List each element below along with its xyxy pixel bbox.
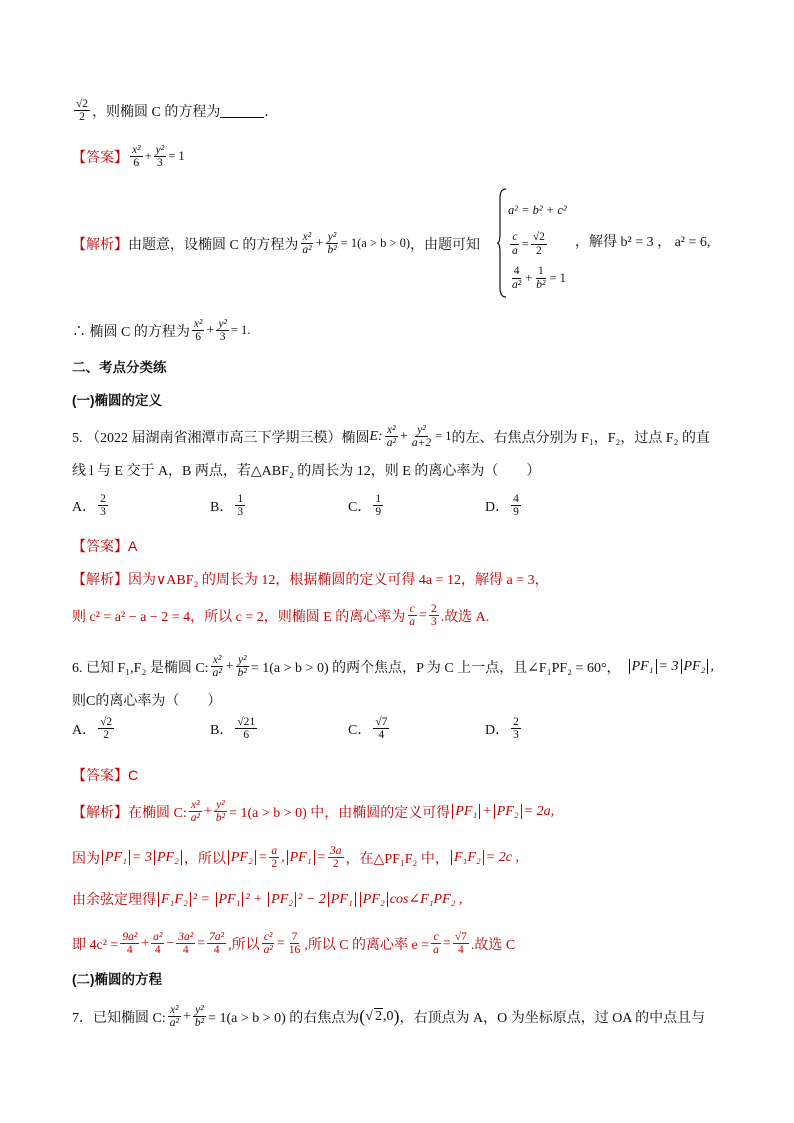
analysis-line-4: 即 4c² = $\frac{\text{9a²}}{4}$ + $\frac{\text{a²}}{4}$ − $\frac{\text{3a²}}{4}$ = $\frac{\text{7a²}}{4}$ ,所以 $\frac{\text{c²}}{\text{a²}}$ = $\frac{7}{16}$ ,所以 C 的离心率 e = $\frac{c}{a}$ = $\frac{√7}{4}$ .故选 C: [72, 931, 516, 957]
answer-line: 【答案】 A: [72, 538, 138, 554]
answer-label: 【答案】: [72, 148, 128, 165]
analysis-line-2: 因为 PF₁ = 3 PF₂ ，所以 PF₂ = $\frac{a}{2}$ , PF₁ = $\frac{3a}{2}$ ，在△PF₁F₂ 中， F₁F₂ = 2c ,: [72, 845, 519, 871]
subsection-title: (一)椭圆的定义: [72, 393, 162, 408]
option-d[interactable]: D． $\frac{4}{9}$: [485, 493, 519, 519]
analysis-line-2: 则 c² = a² − a − 2 = 4，所以 c = 2，则椭圆 E 的离心率为 $\frac{c}{a}$ = $\frac{2}{3}$ .故选 A.: [72, 603, 490, 629]
option-c[interactable]: C． $\frac{√7}{4}$: [348, 716, 388, 742]
option-c[interactable]: C． $\frac{1}{9}$: [348, 493, 382, 519]
answer-line: 【答案】 C: [72, 767, 139, 783]
question-text: ，则椭圆 C 的方程为: [92, 104, 221, 120]
option-d[interactable]: D． $\frac{2}{3}$: [485, 716, 519, 742]
answer-line: 【答案】 $\frac{\text{x²}}{6}$ + $\frac{\text{y²}}{3}$ = 1: [72, 144, 185, 170]
option-b[interactable]: B． $\frac{1}{3}$: [210, 493, 244, 519]
answer-value: A: [128, 538, 138, 554]
analysis-label: 【解析】: [72, 235, 128, 252]
analysis-line-3: 由余弦定理得 F₁F₂ ² = PF₁ ² + PF₂ ² − 2 PF₁ PF₂ cos∠F₁PF₂ ,: [72, 891, 463, 908]
question5-stem-2: 线 l 与 E 交于 A，B 两点，若△ABF₂ 的周长为 12，则 E 的离心率为（ ）: [72, 464, 541, 479]
brace-icon: [497, 188, 507, 298]
analysis-line: 【解析】 由题意，设椭圆 C 的方程为 $\frac{\text{x²}}{\text{a²}}$ + $\frac{\text{y²}}{\text{b²}}$ = 1(a > b > 0) ，由题可知: [72, 231, 481, 257]
question6-stem: 6. 已知 F₁,F₂ 是椭圆 C: $\frac{\text{x²}}{\text{a²}}$ + $\frac{\text{y²}}{\text{b²}}$ = 1(a > b > 0) 的两个焦点，P 为 C 上一点，且∠F₁PF₂ = 60°， PF₁ = 3 PF₂ ,: [72, 654, 714, 680]
answer-blank[interactable]: [220, 103, 264, 118]
option-a[interactable]: A． $\frac{√2}{2}$: [72, 716, 113, 742]
option-b[interactable]: B． $\frac{√21}{6}$: [210, 716, 256, 742]
section-title: 二、考点分类练: [72, 360, 167, 375]
option-a[interactable]: A． $\frac{2}{3}$: [72, 493, 106, 519]
question5-stem: 5. （2022 届湖南省湘潭市高三下学期三模）椭圆 E: $\frac{\text{x²}}{\text{a²}}$ + $\frac{\text{y²}}{a+2}$ = 1 的左、右焦点分别为 F₁，F₂，过点 F₂ 的直: [72, 424, 711, 450]
answer-value: C: [128, 767, 139, 783]
subsection-title: (二)椭圆的方程: [72, 972, 162, 987]
equation-system: a² = b² + c² $\frac{c}{a}$ = $\frac{√2}{2}$ $\frac{4}{\text{a²}}$ + $\frac{1}{\text{b²}}$ = 1: [508, 202, 567, 291]
question6-stem-2: 则C的离心率为（ ）: [72, 694, 222, 709]
conclusion-line: ∴ 椭圆 C 的方程为 $\frac{\text{x²}}{6}$ + $\frac{\text{y²}}{3}$ = 1.: [72, 318, 251, 344]
question4-tail: $\frac{√2}{2}$ ，则椭圆 C 的方程为 ．: [76, 98, 279, 124]
question7-stem: 7．已知椭圆 C: $\frac{\text{x²}}{\text{a²}}$ + $\frac{\text{y²}}{\text{b²}}$ = 1(a > b > 0) 的右焦点为 ( √ 2,0 ) ，右顶点为 A，O 为坐标原点，过 OA 的中点且与: [72, 1004, 706, 1030]
analysis-line: 【解析】 在椭圆 C: $\frac{\text{x²}}{\text{a²}}$ + $\frac{\text{y²}}{\text{b²}}$ = 1(a > b > 0) 中，由椭圆的定义可得 PF₁ + PF₂ = 2a,: [72, 799, 555, 825]
fraction: $\frac{√2}{2}$: [76, 98, 89, 124]
analysis-line: 【解析】 因为∨ABF₂ 的周长为 12，根据椭圆的定义可得 4a = 12，解得 a = 3，: [72, 571, 549, 588]
solve-text: ，解得 b² = 3 ， a² = 6,: [575, 235, 711, 250]
